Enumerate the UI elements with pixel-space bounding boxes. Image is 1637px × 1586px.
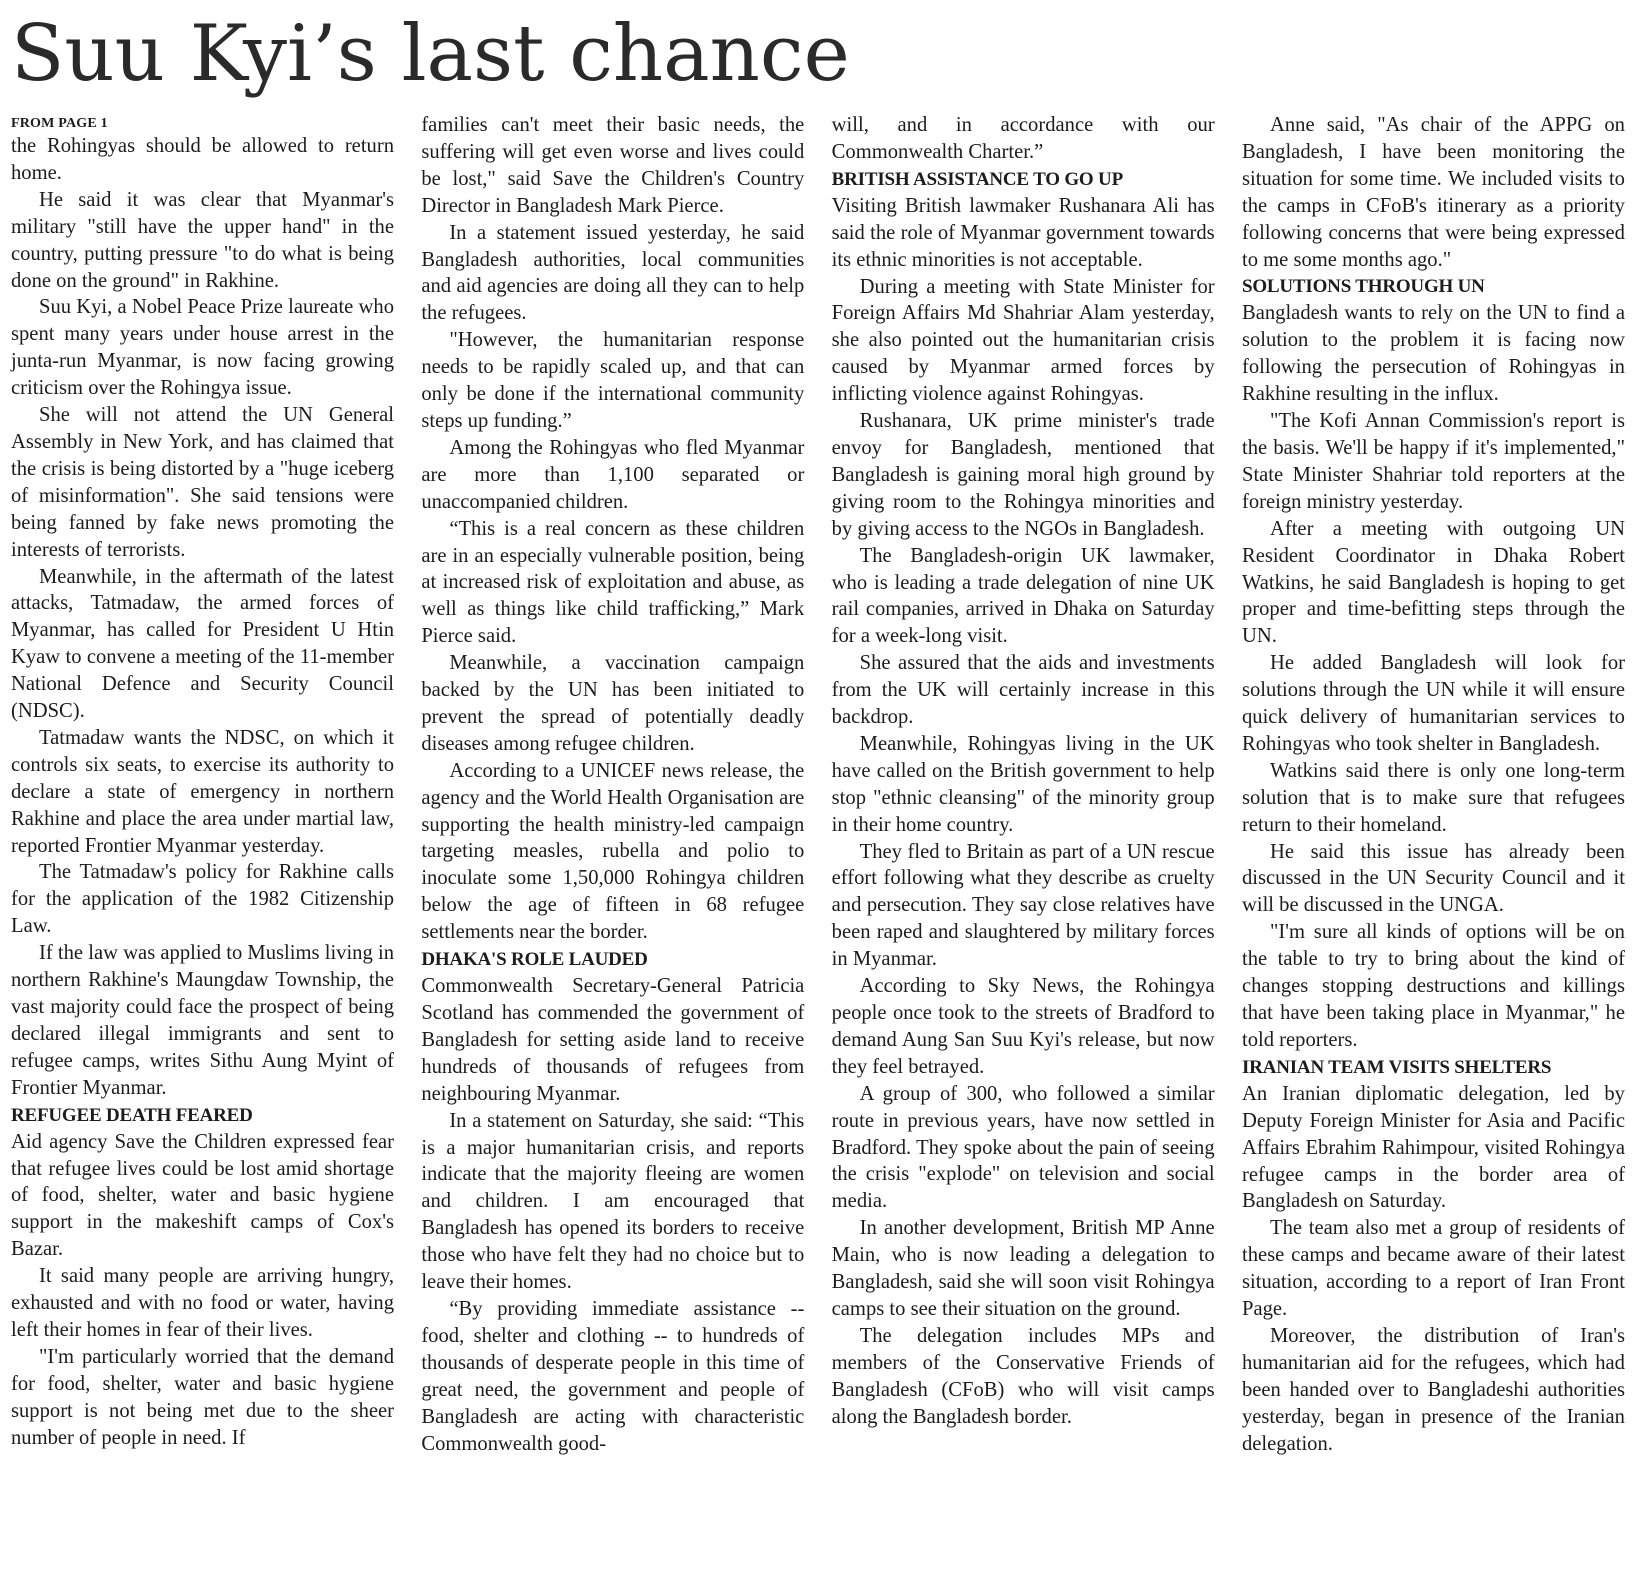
paragraph: “This is a real concern as these children are in an especially vulnerable position, being at increased risk of exploitation and abuse, as well as things like child trafficking,” Mark Pierce said.: [421, 517, 805, 648]
paragraph: Anne said, "As chair of the APPG on Bangladesh, I have been monitoring the situation for some time. We included visits to the camps in CFoB's itinerary as a priority following concerns that were being expressed to me some months ago.": [1241, 114, 1625, 271]
paragraph: families can't meet their basic needs, the suffering will get even worse and lives could be lost," said Save the Children's Country Director in Bangladesh Mark Pierce.: [421, 114, 805, 217]
paragraph: Watkins said there is only one long-term solution that is to make sure that refugees return to their homeland.: [1241, 759, 1625, 836]
column-4: [1242, 112, 1625, 1458]
paragraph: "I'm particularly worried that the demand for food, shelter, water and basic hygiene support is not being met due to the sheer number of people in need. If: [11, 1345, 394, 1449]
paragraph: In a statement issued yesterday, he said Bangladesh authorities, local communities and aid agencies are doing all they can to help the refugees.: [421, 221, 805, 325]
paragraph: Visiting British lawmaker Rushanara Ali has said the role of Myanmar government towards its ethnic minorities is not acceptable.: [831, 194, 1215, 271]
paragraph: Tatmadaw wants the NDSC, on which it controls six seats, to exercise its authority to declare a state of emergency in northern Rakhine and place the area under martial law, reported Frontier Myanmar yesterday.: [11, 726, 394, 857]
paragraph: According to Sky News, the Rohingya people once took to the streets of Bradford to demand Aung San Suu Kyi's release, but now they feel betrayed.: [831, 975, 1215, 1078]
paragraph: They fled to Britain as part of a UN rescue effort following what they describe as cruelty and persecution. They say close relatives have been raped and slaughtered by military forces in Myanmar.: [831, 840, 1215, 971]
paragraph: If the law was applied to Muslims living in northern Rakhine's Maungdaw Township, the vast majority could face the prospect of being declared illegal immigrants and sent to refugee camps, writes Sithu Aung Myint of Frontier Myanmar.: [11, 942, 394, 1099]
headline: Suu Kyi’s last chance: [11, 9, 850, 99]
paragraph: Moreover, the distribution of Iran's humanitarian aid for the refugees, which had been handed over to Bangladeshi authorities yesterday, began in presence of the Iranian delegation.: [1241, 1324, 1625, 1455]
paragraph: Aid agency Save the Children expressed fear that refugee lives could be lost amid shortage of food, shelter, water and basic hygiene support in the makeshift camps of Cox's Bazar.: [11, 1130, 394, 1261]
paragraph: An Iranian diplomatic delegation, led by Deputy Foreign Minister for Asia and Pacific Affairs Ebrahim Rahimpour, visited Rohingya refugee camps in the border area of Bangladesh on Saturday.: [1241, 1082, 1625, 1213]
paragraph: “By providing immediate assistance -- food, shelter and clothing -- to hundreds of thousands of desperate people in this time of great need, the government and people of Bangladesh are acting with characteristic Commonwealth good-: [421, 1297, 805, 1455]
paragraph: "I'm sure all kinds of options will be on the table to try to bring about the kind of changes stopping destructions and killings that have been taking place in Myanmar," he told reporters.: [1241, 921, 1625, 1051]
paragraph: The team also met a group of residents of these camps and became aware of their latest situation, according to a report of Iran Front Page.: [1241, 1217, 1625, 1321]
section-subhead: REFUGEE DEATH FEARED: [11, 1104, 253, 1126]
paragraph: After a meeting with outgoing UN Resident Coordinator in Dhaka Robert Watkins, he said Bangladesh is hoping to get proper and time-befitting steps through the UN.: [1241, 517, 1625, 648]
section-subhead: DHAKA'S ROLE LAUDED: [421, 949, 648, 971]
article-columns: [11, 112, 1625, 1458]
paragraph: Meanwhile, a vaccination campaign backed by the UN has been initiated to prevent the spread of potentially deadly diseases among refugee children.: [421, 652, 805, 755]
paragraph: Suu Kyi, a Nobel Peace Prize laureate who spent many years under house arrest in the junta-run Myanmar, is now facing growing criticism over the Rohingya issue.: [11, 296, 394, 400]
paragraph: She will not attend the UN General Assembly in New York, and has claimed that the crisis is being distorted by a "huge iceberg of misinformation". She said tensions were being fanned by fake news promoting the interests of terrorists.: [11, 404, 394, 561]
column-2: [421, 112, 804, 1458]
paragraph: Among the Rohingyas who fled Myanmar are more than 1,100 separated or unaccompanied children.: [421, 436, 805, 513]
paragraph: It said many people are arriving hungry, exhausted and with no food or water, having left their homes in fear of their lives.: [11, 1265, 394, 1341]
paragraph: "The Kofi Annan Commission's report is the basis. We'll be happy if it's implemented," State Minister Shahriar told reporters at the foreign ministry yesterday.: [1241, 410, 1625, 513]
paragraph: The Tatmadaw's policy for Rakhine calls for the application of the 1982 Citizenship Law.: [11, 861, 394, 938]
paragraph: She assured that the aids and investments from the UK will certainly increase in this backdrop.: [831, 652, 1215, 729]
paragraph: He said this issue has already been discussed in the UN Security Council and it will be discussed in the UNGA.: [1241, 840, 1625, 917]
paragraph: Commonwealth Secretary-General Patricia Scotland has commended the government of Bangladesh for setting aside land to receive hundreds of thousands of refugees from neighbouring Myanmar.: [421, 975, 805, 1105]
kicker: FROM PAGE 1: [11, 116, 108, 131]
paragraph: the Rohingyas should be allowed to return home.: [11, 135, 394, 184]
section-subhead: IRANIAN TEAM VISITS SHELTERS: [1241, 1056, 1552, 1078]
paragraph: Meanwhile, in the aftermath of the latest attacks, Tatmadaw, the armed forces of Myanmar, has called for President U Htin Kyaw to convene a meeting of the 11-member National Defence and Security Council (NDSC).: [11, 565, 394, 723]
paragraph: He added Bangladesh will look for solutions through the UN while it will ensure quick delivery of humanitarian services to Rohingyas who took shelter in Bangladesh.: [1241, 652, 1625, 755]
paragraph: Rushanara, UK prime minister's trade envoy for Bangladesh, mentioned that Bangladesh is gaining moral high ground by giving room to the Rohingya minorities and by giving access to the NGOs in Bangladesh.: [831, 410, 1215, 540]
paragraph: "However, the humanitarian response needs to be rapidly scaled up, and that can only be done if the international community steps up funding.”: [421, 329, 805, 432]
paragraph: Bangladesh wants to rely on the UN to find a solution to the problem it is facing now following the persecution of Rohingyas in Rakhine resulting in the influx.: [1241, 302, 1625, 406]
paragraph: During a meeting with State Minister for Foreign Affairs Md Shahriar Alam yesterday, she also pointed out the humanitarian crisis caused by Myanmar armed forces by inflicting violence against Rohingyas.: [831, 275, 1215, 406]
section-subhead: SOLUTIONS THROUGH UN: [1241, 276, 1485, 298]
paragraph: According to a UNICEF news release, the agency and the World Health Organisation are supporting the health ministry-led campaign targeting measles, rubella and polio to inoculate some 1,50,000 Rohingya children below the age of fifteen in 68 refugee settlements near the border.: [421, 759, 805, 944]
paragraph: In a statement on Saturday, she said: “This is a major humanitarian crisis, and reports indicate that the majority fleeing are women and children. I am encouraged that Bangladesh has opened its borders to receive those who have felt they had no choice but to leave their homes.: [421, 1109, 805, 1294]
paragraph: Meanwhile, Rohingyas living in the UK have called on the British government to help stop "ethnic cleansing" of the minority group in their home country.: [831, 732, 1215, 836]
paragraph: In another development, British MP Anne Main, who is now leading a delegation to Bangladesh, said she will soon visit Rohingya camps to see their situation on the ground.: [831, 1217, 1215, 1320]
paragraph: He said it was clear that Myanmar's military "still have the upper hand" in the country, putting pressure "to do what is being done on the ground" in Rakhine.: [11, 188, 394, 292]
column-1: [11, 112, 394, 1458]
paragraph: The Bangladesh-origin UK lawmaker, who is leading a trade delegation of nine UK rail companies, arrived in Dhaka on Saturday for a week-long visit.: [831, 544, 1215, 648]
paragraph: will, and in accordance with our Commonwealth Charter.”: [831, 114, 1215, 163]
paragraph: The delegation includes MPs and members of the Conservative Friends of Bangladesh (CFoB) who will visit camps along the Bangladesh border.: [831, 1324, 1215, 1428]
column-3: [832, 112, 1215, 1458]
section-subhead: BRITISH ASSISTANCE TO GO UP: [831, 168, 1123, 190]
paragraph: A group of 300, who followed a similar route in previous years, have now settled in Bradford. They spoke about the pain of seeing the crisis "explode" on television and social media.: [831, 1082, 1215, 1213]
